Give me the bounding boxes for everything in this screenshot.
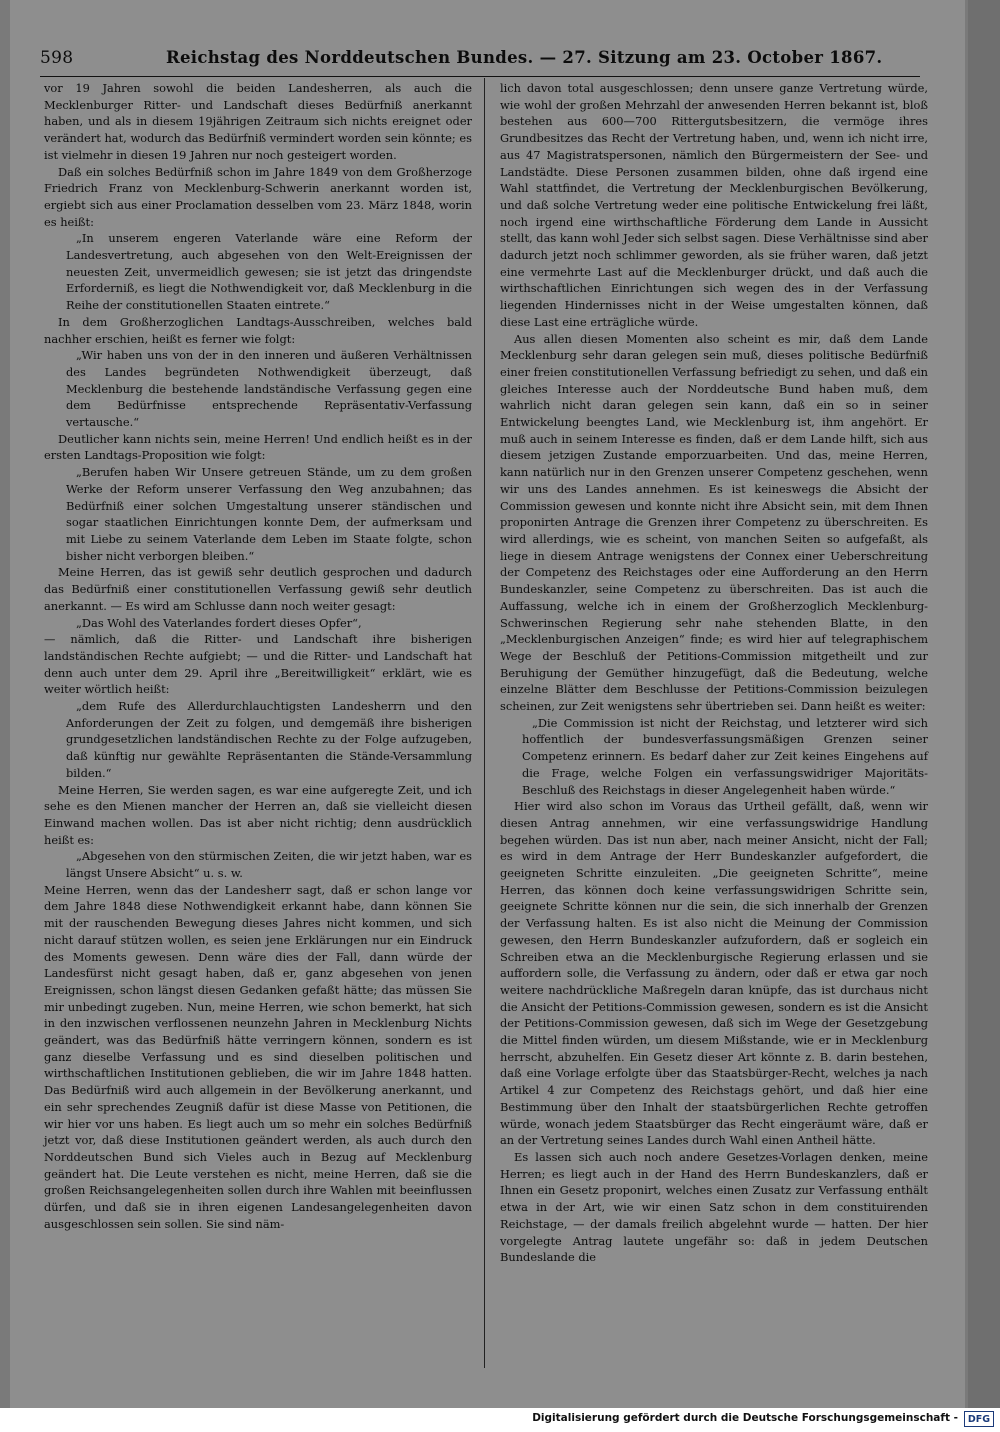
dfg-logo: DFG bbox=[964, 1411, 994, 1427]
funding-note: Digitalisierung gefördert durch die Deutsche Forschungsgemeinschaft - bbox=[532, 1412, 958, 1424]
paragraph: Meine Herren, wenn das der Landesherr sagt, daß er schon lange vor dem Jahre 1848 diese Nothwendigkeit erkannt habe, dann können Sie mit der rauschenden Bewegung dieses Jahres nicht kommen, und sich nicht darauf stützen wollen, es seien jene Erklärungen nur ein Eindruck des Moments gewesen. Denn wäre dies der Fall, dann würde der Landesfürst nicht gesagt haben, daß er, ganz abgesehen von jenen Ereignissen, schon längst diesen Gedanken gefaßt hätte; das müssen Sie mir unbedingt zugeben. Nun, meine Herren, wie schon bemerkt, hat sich in den inzwischen verflossenen neunzehn Jahren in Mecklenburg Nichts geändert, was das Bedürfniß hätte verringern können, sondern es ist ganz dieselbe Verfassung und es sind dieselben politischen und wirthschaftlichen Institutionen geblieben, die wir im Jahre 1848 hatten. Das Bedürfniß wird auch allgemein in der Bevölkerung anerkannt, und ein sehr sprechendes Zeugniß dafür ist diese Masse von Petitionen, die wir hier vor uns haben. Es liegt auch um so mehr ein solches Bedürfniß jetzt vor, daß diese Institutionen geändert werden, als auch durch den Norddeutschen Bund sich Vieles auch in Bezug auf Mecklenburg geändert hat. Die Leute verstehen es nicht, meine Herren, daß sie die großen Reichsangelegenheiten sollen durch ihre Wahlen mit beeinflussen dürfen, und daß sie in ihren eigenen Landesangelegenheiten davon ausgeschlossen sein sollen. Sie sind näm- bbox=[44, 882, 472, 1231]
page-header bbox=[40, 48, 920, 76]
paragraph: Es lassen sich auch noch andere Gesetzes-Vorlagen denken, meine Herren; es liegt auch in der Hand des Herrn Bundeskanzlers, daß er Ihnen ein Gesetz proponirt, welches einen Zusatz zur Verfassung enthält etwa in der Art, wie wir einen Satz schon in dem constituirenden Reichstage, — der damals freilich abgelehnt wurde — hatten. Der hier vorgelegte Antrag lautete ungefähr so: daß in jedem Deutschen Bundeslande die bbox=[500, 1150, 928, 1265]
paragraph: In dem Großherzoglichen Landtags-Ausschreiben, welches bald nachher erschien, heißt es ferner wie folgt: bbox=[44, 314, 472, 346]
quotation: „Berufen haben Wir Unsere getreuen Stände, um zu dem großen Werke der Reform unserer Verfassung den Weg anzubahnen; das Bedürfniß einer solchen Umgestaltung unserer ständischen und sogar staatlichen Einrichtungen konnte Dem, der aufmerksam und mit Liebe zu seinem Vaterlande dem Leben im Staate folgte, schon bisher nicht verborgen bleiben.“ bbox=[66, 465, 472, 563]
paragraph: Meine Herren, das ist gewiß sehr deutlich gesprochen und dadurch das Bedürfniß einer constitutionellen Verfassung gewiß sehr deutlich anerkannt. — Es wird am Schlusse dann noch weiter gesagt: bbox=[44, 565, 472, 613]
page-number: 598 bbox=[40, 48, 74, 68]
paragraph: Daß ein solches Bedürfniß schon im Jahre 1849 von dem Großherzoge Friedrich Franz von Mecklenburg-Schwerin anerkannt worden ist, ergiebt sich aus einer Proclamation desselben vom 23. März 1848, worin es heißt: bbox=[44, 164, 472, 229]
paragraph: Hier wird also schon im Voraus das Urtheil gefällt, daß, wenn wir diesen Antrag annehmen, wir eine verfassungswidrige Handlung begehen würden. Das ist nun aber, nach meiner Ansicht, nicht der Fall; es wird in dem Antrage der Herr Bundeskanzler aufgefordert, die geeigneten Schritte einzuleiten. „Die geeigneten Schritte“, meine Herren, das können doch keine verfassungswidrigen Schritte sein, geeignete Schritte können nur die sein, die sich innerhalb der Grenzen der Verfassung halten. Es ist also nicht die Meinung der Commission gewesen, den Herrn Bundeskanzler aufzufordern, daß er sogleich ein Schreiben etwa an die Mecklenburgische Regierung erlassen und sie auffordern solle, die Verfassung zu ändern, oder daß er etwa gar noch weitere nachdrückliche Maßregeln daran knüpfe, das ist durchaus nicht die Ansicht der Petitions-Commission gewesen, sondern es ist die Ansicht der Petitions-Commission gewesen, daß sich im Wege der Gesetzgebung die Mittel finden würden, um diesem Mißstande, wie er in Mecklenburg herrscht, abzuhelfen. Ein Gesetz dieser Art könnte z. B. darin bestehen, daß eine Vorlage erfolgte über das Staatsbürger-Recht, welches ja nach Artikel 4 zur Competenz des Reichstags gehört, und daß hier eine Bestimmung über den Inhalt der staatsbürgerlichen Rechte getroffen würde, wonach jedem Staatsbürger das Recht eingeräumt wäre, daß er an der Vertretung seines Landes durch Wahl einen Antheil hätte. bbox=[500, 799, 928, 1148]
paragraph: vor 19 Jahren sowohl die beiden Landesherren, als auch die Mecklenburger Ritter- und Landschaft dieses Bedürfniß anerkannt haben, und als in diesem 19jährigen Zeitraum sich nichts ereignet oder verändert hat, wodurch das Bedürfniß vermindert worden sein könnte; es ist vielmehr in diesen 19 Jahren nur noch gesteigert worden. bbox=[44, 81, 472, 162]
quotation: „Wir haben uns von der in den inneren und äußeren Verhältnissen des Landes begründeten Nothwendigkeit überzeugt, daß Mecklenburg die bestehende landständische Verfassung gegen eine dem Bedürfnisse entsprechende Repräsentativ-Verfassung vertausche.“ bbox=[66, 348, 472, 430]
paragraph: Meine Herren, Sie werden sagen, es war eine aufgeregte Zeit, und ich sehe es den Mienen mancher der Herren an, daß sie vielleicht diesen Einwand machen wollen. Das ist aber nicht richtig; denn ausdrücklich heißt es: bbox=[44, 782, 472, 847]
digitization-footer bbox=[0, 1408, 1000, 1432]
right-column bbox=[500, 80, 928, 1266]
quotation: „Abgesehen von den stürmischen Zeiten, die wir jetzt haben, war es längst Unsere Absicht“ u. s. w. bbox=[66, 849, 472, 881]
paragraph: Deutlicher kann nichts sein, meine Herren! Und endlich heißt es in der ersten Landtags-Proposition wie folgt: bbox=[44, 431, 472, 463]
column-divider bbox=[484, 78, 485, 1368]
paragraph: — nämlich, daß die Ritter- und Landschaft ihre bisherigen landständischen Rechte aufgiebt; — und die Ritter- und Landschaft hat denn auch unter dem 29. April ihre „Bereitwilligkeit“ erklärt, wie es weiter wörtlich heißt: bbox=[44, 632, 472, 697]
quotation: „Das Wohl des Vaterlandes fordert dieses Opfer“, bbox=[76, 615, 362, 630]
paragraph: Aus allen diesen Momenten also scheint es mir, daß dem Lande Mecklenburg sehr daran gelegen sein muß, dieses politische Bedürfniß einer freien constitutionellen Verfassung befriedigt zu sehen, und daß ein gleiches Interesse auch der Norddeutsche Bund haben muß, dem wahrlich nicht daran gelegen sein kann, daß ein so in seiner Entwickelung beengtes Land, wie Mecklenburg ist, ihm angehört. Er muß auch in seinem Interesse es finden, daß er dem Lande hilft, sich aus diesem jetzigen Zustande emporzuarbeiten. Und das, meine Herren, kann natürlich nur in den Grenzen unserer Competenz geschehen, wenn wir uns des Landes annehmen. Es ist keineswegs die Absicht der Commission gewesen und konnte nicht ihre Absicht sein, mit dem Ihnen proponirten Antrage die Grenzen ihrer Competenz zu überschreiten. Es wird allerdings, wie es scheint, von manchen Seiten so aufgefaßt, als liege in diesem Antrage wenigstens der Connex einer Ueberschreitung der Competenz des Reichstages oder eine Aufforderung an den Herrn Bundeskanzler, seine Competenz zu überschreiten. Das ist auch die Auffassung, welche ich in einem der Großherzoglich Mecklenburg-Schwerinschen Regierung sehr nahe stehenden Blatte, in den „Mecklenburgischen Anzeigen“ finde; es wird hier auf telegraphischem Wege der Beschluß der Petitions-Commission mitgetheilt und zur Beruhigung der Gemüther hinzugefügt, daß die Bedeutung, welche einzelne Blätter dem Beschlusse der Petitions-Commission beizulegen scheinen, zur Zeit wenigstens sehr übertrieben sei. Dann heißt es weiter: bbox=[500, 331, 928, 714]
paragraph: lich davon total ausgeschlossen; denn unsere ganze Vertretung würde, wie wohl der großen Mehrzahl der anwesenden Herren bekannt ist, bloß bestehen aus 600—700 Rittergutsbesitzern, die vermöge ihres Grundbesitzes das Recht der Vertretung haben, und, wenn ich nicht irre, aus 47 Magistratspersonen, nämlich den Bürgermeistern der See- und Landstädte. Diese Personen zusammen bilden, ohne daß irgend eine Wahl stattfindet, die Vertretung der Mecklenburgischen Bevölkerung, und daß solche Vertretung weder eine politische Entwickelung frei läßt, noch irgend eine wirthschaftliche Förderung dem Lande in Aussicht stellt, das kann wohl Jeder sich selbst sagen. Diese Verhältnisse sind aber dadurch jetzt noch schlimmer geworden, als sie früher waren, daß jetzt eine vermehrte Last auf die Mecklenburger drückt, und daß auch die wirthschaftlichen Einrichtungen sich wegen des in der Verfassung liegenden Hindernisses nicht in der Weise umgestalten können, daß diese Last eine erträgliche würde. bbox=[500, 81, 928, 329]
left-column bbox=[44, 80, 472, 1233]
header-rule bbox=[40, 76, 920, 77]
quotation: „dem Rufe des Allerdurchlauchtigsten Landesherrn und den Anforderungen der Zeit zu folgen, und demgemäß ihre bisherigen grundgesetzlichen landständischen Rechte zu der Folge aufzugeben, daß künftig nur gewählte Repräsentanten die Stände-Versammlung bilden.“ bbox=[66, 699, 472, 780]
scan-margin bbox=[968, 0, 1000, 1408]
quotation: „In unserem engeren Vaterlande wäre eine Reform der Landesvertretung, auch abgesehen von den Welt-Ereignissen der neuesten Zeit, unvermeidlich gewesen; sie ist jetzt das dringendste Erforderniß, es liegt die Nothwendigkeit vor, daß Mecklenburg in die Reihe der constitutionellen Staaten eintrete.“ bbox=[66, 231, 472, 313]
quotation: „Die Commission ist nicht der Reichstag, und letzterer wird sich hoffentlich der bundesverfassungsmäßigen Grenzen seiner Competenz erinnern. Es bedarf daher zur Zeit keines Eingehens auf die Frage, welche Folgen ein verfassungswidriger Majoritäts-Beschluß des Reichstags in dieser Angelegenheit haben würde.“ bbox=[522, 715, 928, 797]
running-title: Reichstag des Norddeutschen Bundes. — 27. Sitzung am 23. October 1867. bbox=[166, 48, 883, 67]
